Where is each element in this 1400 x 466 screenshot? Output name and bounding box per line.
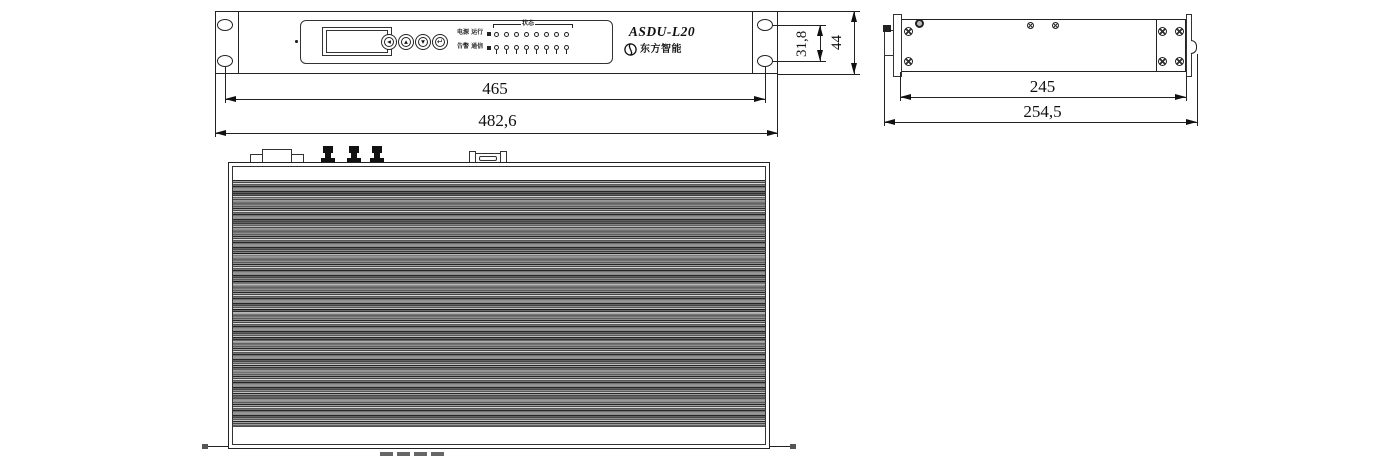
heatsink-fins [233, 180, 765, 427]
rack-ear-left-cap [202, 444, 208, 449]
dim-value-body-depth: 245 [1029, 77, 1056, 96]
rack-ear-left [205, 446, 229, 447]
dim-value-overall-height: 44 [829, 35, 845, 51]
led-bracket-label: 状态 [522, 20, 535, 27]
rack-ear-right-cap [790, 444, 796, 449]
hidden-line-mark [380, 452, 393, 456]
hidden-line-mark [397, 452, 410, 456]
antenna-connector [321, 146, 335, 163]
socket-opening [479, 156, 497, 161]
antenna-connector [370, 146, 384, 163]
nav-down-icon: ▾ [421, 37, 425, 47]
nav-up-icon: ▴ [404, 37, 408, 47]
hidden-line-mark [414, 452, 427, 456]
nav-left-icon: ◂ [387, 37, 391, 47]
dim-value-hole-spacing: 31,8 [794, 30, 810, 58]
dsub-connector-body [262, 149, 292, 163]
antenna-connector [347, 146, 361, 163]
product-model-text: ASDU-L20 [628, 24, 696, 39]
led-labels-row1: 电源 运行 [457, 29, 484, 36]
dim-value-mounting-width: 465 [482, 79, 508, 98]
led-labels-row2: 告警 通信 [457, 43, 484, 50]
dim-value-overall-width: 482,6 [478, 111, 517, 130]
dim-value-overall-depth: 254,5 [1023, 102, 1062, 121]
brand-text: 东方智能 [640, 43, 682, 55]
hidden-line-mark [431, 452, 444, 456]
enter-icon: ↵ [436, 37, 444, 47]
